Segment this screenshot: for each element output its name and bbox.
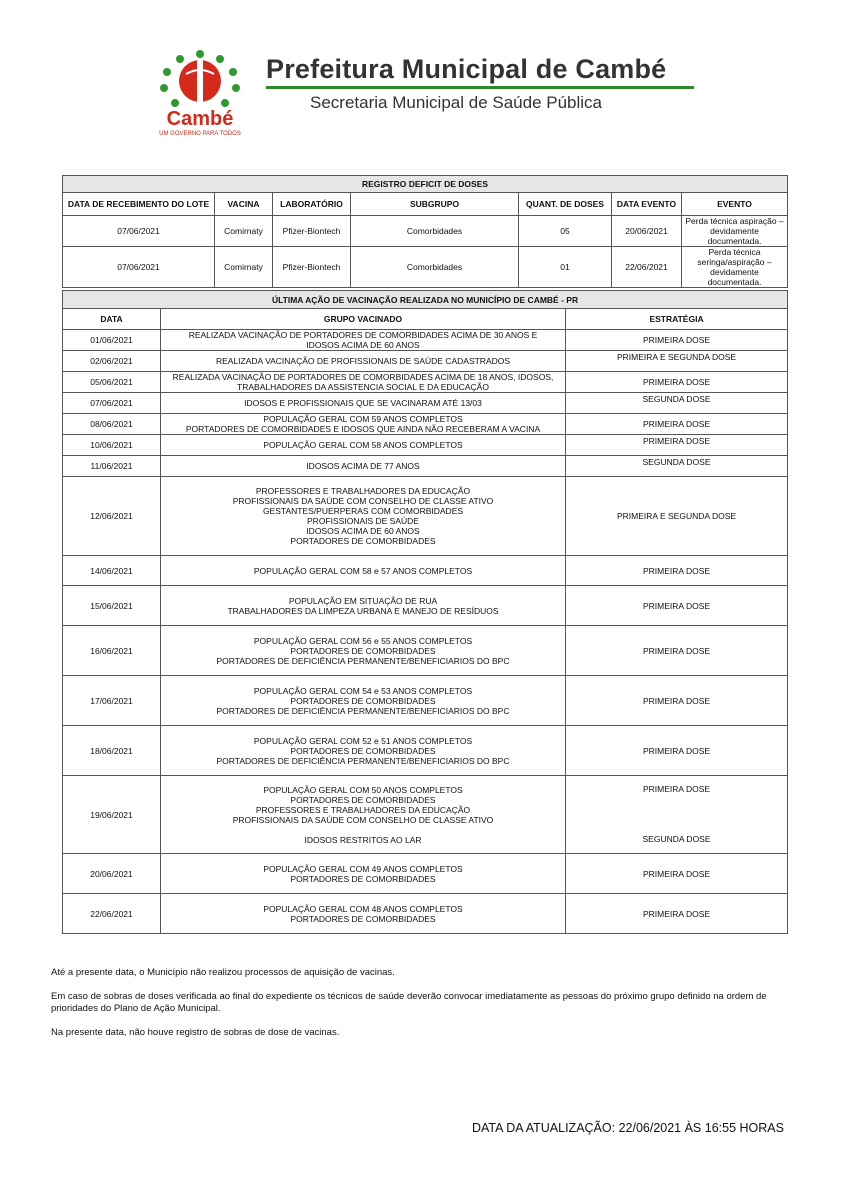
cell-grupo	[161, 676, 566, 726]
deficit-header-row	[63, 193, 788, 216]
grupo-line: REALIZADA VACINAÇÃO DE PORTADORES DE COMORBIDADES ACIMA DE 30 ANOS E	[188, 330, 538, 340]
cell-estrategia: PRIMEIRA DOSE	[566, 626, 788, 676]
cell-grupo	[161, 556, 566, 586]
table-row	[63, 556, 788, 586]
table-row	[63, 330, 788, 351]
cell-data-evento: 22/06/2021	[612, 247, 682, 288]
cell-data: 02/06/2021	[63, 351, 161, 372]
grupo-line: PROFISSIONAIS DA SAÚDE COM CONSELHO DE CLASSE ATIVO	[232, 814, 494, 825]
grupo-line: PORTADORES DE COMORBIDADES	[290, 794, 436, 805]
cell-data-evento: 20/06/2021	[612, 216, 682, 247]
cell-vacina: Comirnaty	[215, 247, 273, 288]
cell-grupo	[161, 626, 566, 676]
vacinacao-rows	[63, 330, 788, 934]
cell-estrategia: SEGUNDA DOSE	[566, 393, 788, 414]
page-subtitle: Secretaria Municipal de Saúde Pública	[310, 93, 603, 112]
grupo-line: PORTADORES DE COMORBIDADES	[290, 873, 436, 884]
cell-estrategia: SEGUNDA DOSE	[566, 456, 788, 477]
cell-grupo	[161, 854, 566, 894]
grupo-line: REALIZADA VACINAÇÃO DE PROFISSIONAIS DE SAÚDE CADASTRADOS	[215, 356, 511, 366]
column-header: VACINA	[215, 193, 273, 216]
grupo-line: REALIZADA VACINAÇÃO DE PORTADORES DE COMORBIDADES ACIMA DE 18 ANOS, IDOSOS,	[172, 372, 554, 382]
column-header: ESTRATÉGIA	[566, 309, 788, 330]
cell-estrategia: PRIMEIRA DOSE	[566, 435, 788, 456]
grupo-line: POPULAÇÃO GERAL COM 56 e 55 ANOS COMPLETOS	[253, 635, 473, 646]
cell-estrategia: PRIMEIRA DOSE	[566, 854, 788, 894]
logo-text: Cambé	[166, 108, 234, 130]
cell-data: 07/06/2021	[63, 393, 161, 414]
grupo-line: POPULAÇÃO GERAL COM 58 e 57 ANOS COMPLETOS	[253, 565, 473, 576]
cell-grupo	[161, 414, 566, 435]
cell-estrategia: PRIMEIRA E SEGUNDA DOSE	[566, 351, 788, 372]
column-header: GRUPO VACINADO	[161, 309, 566, 330]
grupo-line: IDOSOS ACIMA DE 77 ANOS	[306, 461, 420, 471]
cell-estrategia: PRIMEIRA DOSE	[566, 414, 788, 435]
table-row	[63, 456, 788, 477]
grupo-line: POPULAÇÃO GERAL COM 49 ANOS COMPLETOS	[263, 863, 463, 874]
cell-data: 17/06/2021	[63, 676, 161, 726]
cambe-logo	[150, 48, 250, 138]
cell-evento: Perda técnica aspiração – devidamente documentada.	[682, 216, 788, 247]
grupo-line: TRABALHADORES DA LIMPEZA URBANA E MANEJO DE RESÍDUOS	[227, 605, 499, 616]
cell-estrategia: PRIMEIRA DOSE	[566, 372, 788, 393]
grupo-line: PORTADORES DE COMORBIDADES	[290, 745, 436, 756]
grupo-line: POPULAÇÃO EM SITUAÇÃO DE RUA	[288, 595, 438, 606]
cell-vacina: Comirnaty	[215, 216, 273, 247]
table-row	[63, 351, 788, 372]
cell-estrategia: PRIMEIRA DOSE	[566, 556, 788, 586]
cell-data: 05/06/2021	[63, 372, 161, 393]
cell-data: 16/06/2021	[63, 626, 161, 676]
grupo-line: PORTADORES DE COMORBIDADES E IDOSOS QUE AINDA NÃO RECEBERAM A VACINA	[185, 424, 541, 434]
cell-estrategia: PRIMEIRA DOSE	[566, 330, 788, 351]
cell-data: 07/06/2021	[63, 216, 215, 247]
cell-evento: Perda técnica seringa/aspiração – devidamente documentada.	[682, 247, 788, 288]
grupo-line: PROFESSORES E TRABALHADORES DA EDUCAÇÃO	[255, 804, 471, 815]
grupo-line: PORTADORES DE COMORBIDADES	[290, 645, 436, 656]
cell-grupo	[161, 372, 566, 393]
column-header: EVENTO	[682, 193, 788, 216]
cell-data: 07/06/2021	[63, 247, 215, 288]
grupo-line: POPULAÇÃO GERAL COM 50 ANOS COMPLETOS	[263, 784, 463, 795]
estrategia-line: SEGUNDA DOSE	[642, 834, 711, 844]
table-row	[63, 477, 788, 556]
column-header: QUANT. DE DOSES	[519, 193, 612, 216]
vacinacao-table	[62, 290, 788, 934]
cell-data: 11/06/2021	[63, 456, 161, 477]
table-row	[63, 676, 788, 726]
cell-data: 10/06/2021	[63, 435, 161, 456]
deficit-table-title: REGISTRO DEFICIT DE DOSES	[63, 176, 788, 193]
cell-quant: 01	[519, 247, 612, 288]
cell-data: 15/06/2021	[63, 586, 161, 626]
grupo-line: PROFESSORES E TRABALHADORES DA EDUCAÇÃO	[255, 486, 471, 496]
cell-grupo	[161, 477, 566, 556]
page-title: Prefeitura Municipal de Cambé	[266, 54, 667, 84]
cell-data: 19/06/2021	[63, 776, 161, 854]
cell-data: 08/06/2021	[63, 414, 161, 435]
column-header: DATA EVENTO	[612, 193, 682, 216]
note-paragraph: Na presente data, não houve registro de sobras de dose de vacinas.	[51, 1027, 340, 1038]
table-row	[63, 586, 788, 626]
cell-estrategia: PRIMEIRA DOSE	[566, 676, 788, 726]
grupo-line: PORTADORES DE COMORBIDADES	[290, 695, 436, 706]
vacinacao-table-title: ÚLTIMA AÇÃO DE VACINAÇÃO REALIZADA NO MUNICÍPIO DE CAMBÉ - PR	[63, 291, 788, 309]
cell-data: 14/06/2021	[63, 556, 161, 586]
cell-estrategia: PRIMEIRA DOSE	[566, 894, 788, 934]
column-header: SUBGRUPO	[351, 193, 519, 216]
cell-grupo	[161, 351, 566, 372]
cell-estrategia: PRIMEIRA E SEGUNDA DOSE	[566, 477, 788, 556]
grupo-line: POPULAÇÃO GERAL COM 52 e 51 ANOS COMPLETOS	[253, 735, 473, 746]
table-row	[63, 393, 788, 414]
cell-data: 20/06/2021	[63, 854, 161, 894]
cell-grupo	[161, 393, 566, 414]
table-row	[63, 372, 788, 393]
grupo-line: POPULAÇÃO GERAL COM 58 ANOS COMPLETOS	[263, 440, 463, 450]
cell-grupo	[161, 330, 566, 351]
cell-estrategia	[566, 776, 788, 854]
vacinacao-header-row	[63, 309, 788, 330]
table-row	[63, 247, 788, 288]
grupo-line: POPULAÇÃO GERAL COM 54 e 53 ANOS COMPLETOS	[253, 685, 473, 696]
column-header: DATA DE RECEBIMENTO DO LOTE	[63, 193, 215, 216]
logo-slogan: UM GOVERNO PARA TODOS	[159, 131, 241, 137]
cell-data: 12/06/2021	[63, 477, 161, 556]
cell-grupo	[161, 435, 566, 456]
cell-estrategia: PRIMEIRA DOSE	[566, 726, 788, 776]
cell-data: 22/06/2021	[63, 894, 161, 934]
note-paragraph: Em caso de sobras de doses verificada ao final do expediente os técnicos de saúde deverão convocar imediatamente as pessoas do próximo grupo definido na ordem de prioridades do Plano de Ação Municipal.	[51, 991, 767, 1014]
note-paragraph: Até a presente data, o Município não realizou processos de aquisição de vacinas.	[51, 967, 395, 978]
deficit-table	[62, 175, 788, 288]
document-header	[0, 0, 849, 140]
cell-grupo	[161, 776, 566, 854]
grupo-line: IDOSOS ACIMA DE 60 ANOS	[306, 340, 420, 350]
grupo-line: IDOSOS RESTRITOS AO LAR	[304, 834, 422, 845]
cell-data: 18/06/2021	[63, 726, 161, 776]
grupo-line: IDOSOS ACIMA DE 60 ANOS	[306, 526, 420, 536]
grupo-line: POPULAÇÃO GERAL COM 59 ANOS COMPLETOS	[263, 414, 463, 424]
table-row	[63, 726, 788, 776]
cell-subgrupo: Comorbidades	[351, 216, 519, 247]
grupo-line: PORTADORES DE DEFICIÊNCIA PERMANENTE/BENEFICIARIOS DO BPC	[216, 755, 510, 766]
cell-subgrupo: Comorbidades	[351, 247, 519, 288]
cell-grupo	[161, 726, 566, 776]
table-row	[63, 216, 788, 247]
table-row	[63, 414, 788, 435]
grupo-line: TRABALHADORES DA ASSISTENCIA SOCIAL E DA EDUCAÇÃO	[237, 382, 489, 392]
grupo-line: GESTANTES/PUERPERAS COM COMORBIDADES	[262, 506, 464, 516]
grupo-line: IDOSOS E PROFISSIONAIS QUE SE VACINARAM ATÉ 13/03	[244, 398, 482, 408]
title-divider	[266, 86, 694, 89]
table-row	[63, 435, 788, 456]
cell-grupo	[161, 894, 566, 934]
grupo-line: PROFISSIONAIS DA SAÚDE COM CONSELHO DE CLASSE ATIVO	[232, 496, 494, 506]
notes-section	[51, 967, 801, 1051]
cell-laboratorio: Pfizer-Biontech	[273, 216, 351, 247]
cell-laboratorio: Pfizer-Biontech	[273, 247, 351, 288]
table-row	[63, 894, 788, 934]
cell-grupo	[161, 456, 566, 477]
cell-quant: 05	[519, 216, 612, 247]
cell-data: 01/06/2021	[63, 330, 161, 351]
cell-grupo	[161, 586, 566, 626]
table-row	[63, 776, 788, 854]
cell-estrategia: PRIMEIRA DOSE	[566, 586, 788, 626]
grupo-line: PORTADORES DE DEFICIÊNCIA PERMANENTE/BENEFICIARIOS DO BPC	[216, 655, 510, 666]
update-timestamp: DATA DA ATUALIZAÇÃO: 22/06/2021 ÀS 16:55 HORAS	[472, 1121, 784, 1135]
table-row	[63, 854, 788, 894]
estrategia-line: PRIMEIRA DOSE	[642, 784, 711, 794]
column-header: LABORATÓRIO	[273, 193, 351, 216]
grupo-line: POPULAÇÃO GERAL COM 48 ANOS COMPLETOS	[263, 903, 463, 914]
column-header: DATA	[63, 309, 161, 330]
grupo-line: PORTADORES DE COMORBIDADES	[290, 913, 436, 924]
grupo-line: PROFISSIONAIS DE SAÚDE	[307, 516, 419, 526]
grupo-line: PORTADORES DE COMORBIDADES	[290, 536, 436, 546]
table-row	[63, 626, 788, 676]
grupo-line: PORTADORES DE DEFICIÊNCIA PERMANENTE/BENEFICIARIOS DO BPC	[216, 705, 510, 716]
